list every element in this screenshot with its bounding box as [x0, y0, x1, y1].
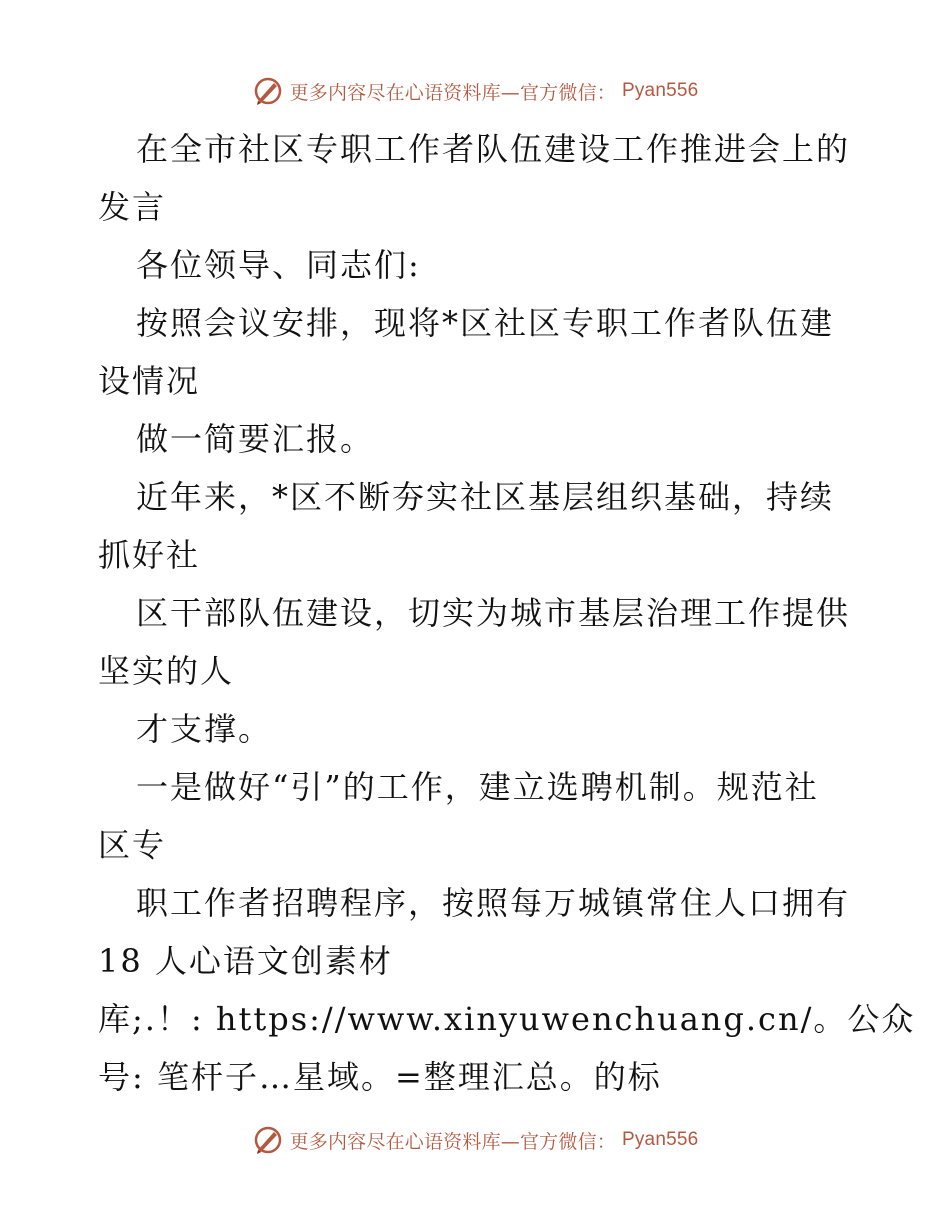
paragraph-line: 近年来，*区不断夯实社区基层组织基础，持续: [136, 478, 835, 516]
paragraph-line: 坚实的人: [98, 652, 235, 690]
watermark-wechat-id: Pyan556: [621, 1129, 699, 1150]
paragraph-line: 设情况: [98, 362, 201, 400]
watermark-text: 更多内容尽在心语资料库—官方微信：: [289, 1130, 616, 1153]
watermark-wechat-id: Pyan556: [621, 80, 699, 101]
title-line-2: 发言: [98, 188, 167, 226]
paragraph-line: 号: 笔杆子…星域。=整理汇总。的标: [98, 1058, 662, 1096]
paragraph-line: 职工作者招聘程序，按照每万城镇常住人口拥有: [136, 884, 851, 922]
pen-logo-icon: [252, 75, 284, 107]
document-body: [98, 120, 916, 1106]
paragraph-line: 一是做好“引”的工作，建立选聘机制。规范社: [136, 768, 819, 806]
watermark-text: 更多内容尽在心语资料库—官方微信：: [289, 81, 616, 104]
footer-watermark: [0, 1120, 950, 1160]
paragraph-line: 区干部队伍建设，切实为城市基层治理工作提供: [136, 594, 851, 632]
title-line-1: 在全市社区专职工作者队伍建设工作推进会上的: [136, 130, 851, 168]
paragraph-line: 区专: [98, 826, 167, 864]
paragraph-line-url: 库;.！: https://www.xinyuwenchuang.cn/。公众: [98, 1000, 916, 1038]
paragraph-line: 抓好社: [98, 536, 201, 574]
pen-logo-icon: [252, 1124, 284, 1156]
paragraph-line: 做一简要汇报。: [136, 420, 375, 458]
header-watermark: [0, 71, 950, 111]
salutation: 各位领导、同志们:: [136, 246, 421, 284]
paragraph-line: 18 人心语文创素材: [98, 942, 393, 980]
paragraph-line: 按照会议安排，现将*区社区专职工作者队伍建: [136, 304, 835, 342]
paragraph-line: 才支撑。: [136, 710, 273, 748]
